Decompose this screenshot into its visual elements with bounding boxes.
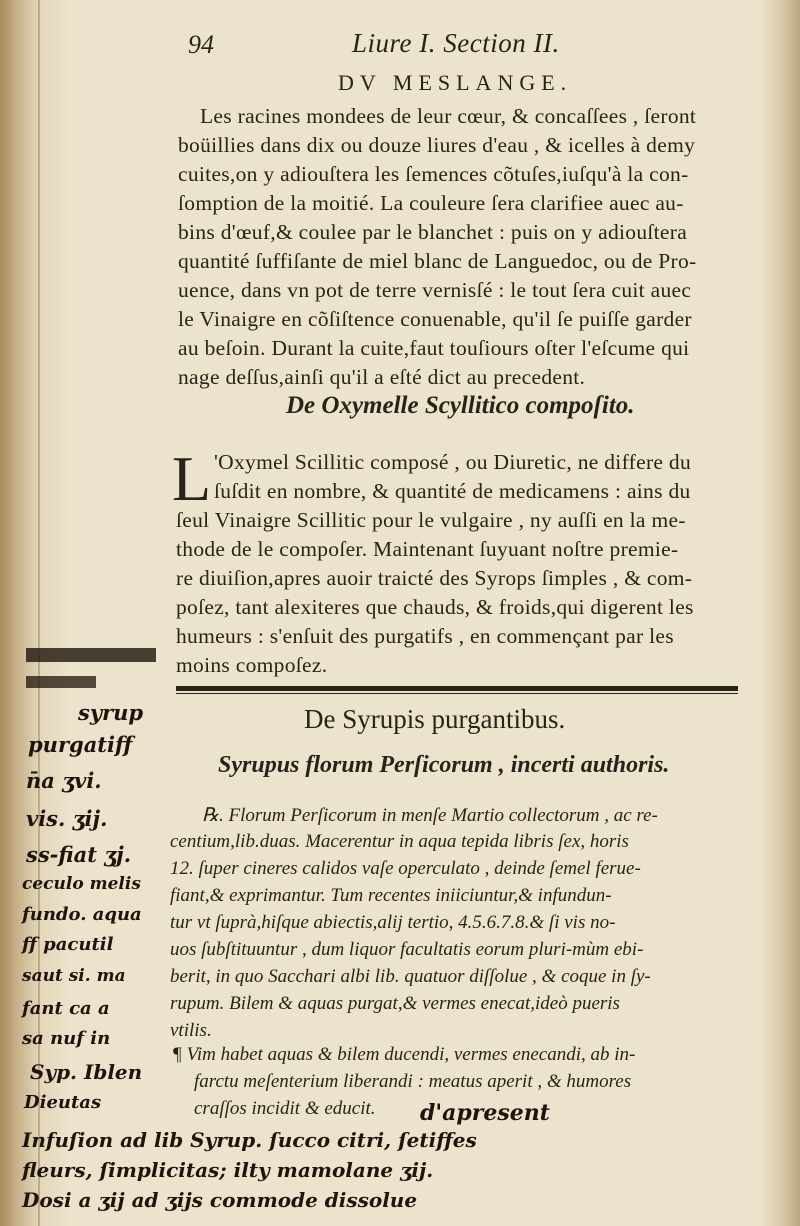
recipe-line: 12. ſuper cineres calidos vaſe operculato , deinde ſemel ferue- [170, 858, 641, 879]
running-head: Liure I. Section II. [352, 28, 560, 58]
margin-note: saut si. ma [22, 966, 126, 986]
margin-note: ss-fiat ʒj. [26, 842, 132, 867]
margin-note: syrup [78, 700, 144, 725]
ink-scribble [26, 648, 156, 662]
section-rule-thin [176, 693, 738, 694]
recipe-line: rupum. Bilem & aquas purgat,& vermes enecat,ideò pueris [170, 993, 620, 1014]
ink-scribble [26, 676, 96, 688]
drop-cap: L [172, 443, 212, 514]
virtue-line: craſſos incidit & educit. [194, 1098, 376, 1119]
para2-line: thode de le compoſer. Maintenant ſuyuant noſtre premie- [176, 537, 679, 561]
recipe-line: uos ſubſtituuntur , dum liquor facultatis eorum pluri-mùm ebi- [170, 939, 644, 960]
para1-line: au beſoin. Durant la cuite,faut touſiours oſter l'eſcume qui [178, 336, 690, 360]
recipe-line: ℞. Florum Perſicorum in menſe Martio collectorum , ac re- [202, 805, 658, 826]
para1-line: boüillies dans dix ou douze liures d'eau , & icelles à demy [178, 133, 696, 157]
para1-line: quantité ſuffiſante de miel blanc de Languedoc, ou de Pro- [178, 249, 697, 273]
heading-oxymel: De Oxymelle Scyllitico compoſito. [286, 392, 635, 419]
para1-line: ſomption de la moitié. La couleure ſera clarifiee auec au- [178, 191, 684, 215]
para2-line: 'Oxymel Scillitic composé , ou Diuretic, ne differe du [214, 450, 692, 474]
margin-note: vis. ʒij. [26, 806, 108, 831]
margin-note: ceculo melis [22, 874, 141, 894]
recipe-line: fiant,& exprimantur. Tum recentes iniiciuntur,& infundun- [170, 885, 612, 906]
bottom-note: Dosi a ʒij ad ʒijs commode dissolue [22, 1188, 418, 1212]
section-title: DV MESLANGE. [338, 70, 573, 95]
para1-line: le Vinaigre en cõſiſtence conuenable, qu'il ſe puiſſe garder [178, 307, 692, 331]
para2-line: moins compoſez. [176, 653, 328, 677]
recipe-line: tur vt ſuprà,hiſque abiectis,alij tertio, 4.5.6.7.8.& ſi vis no- [170, 912, 616, 933]
recipe-line: centium,lib.duas. Macerentur in aqua tepida libris ſex, horis [170, 831, 629, 852]
margin-note: n̄a ʒvi. [26, 768, 102, 793]
para1-line: uence, dans vn pot de terre vernisſé : le tout ſera cuit auec [178, 278, 692, 302]
para1-line: cuites,on y adiouſtera les ſemences cõtuſes,iuſqu'à la con- [178, 162, 689, 186]
section-rule [176, 686, 738, 691]
margin-note: Dieutas [24, 1092, 102, 1113]
para2-line: ſuſdit en nombre, & quantité de medicamens : ains du [214, 479, 691, 503]
para2-line: poſez, tant alexiteres que chauds, & froids,qui digerent les [176, 595, 694, 619]
margin-note: fant ca a [22, 998, 110, 1019]
para2-line: re diuiſion,apres auoir traicté des Syrops ſimples , & com- [176, 566, 693, 590]
heading-syrupis: De Syrupis purgantibus. [304, 704, 566, 734]
margin-note: Syp. Iblen [30, 1060, 143, 1084]
virtue-line: farctu meſenterium liberandi : meatus aperit , & humores [194, 1071, 632, 1092]
margin-note: sa nuf in [22, 1028, 111, 1049]
recipe-line: berit, in quo Sacchari albi lib. quatuor diſſolue , & coque in ſy- [170, 966, 651, 987]
para1-line: Les racines mondees de leur cœur, & concaſſees , ſeront [200, 104, 697, 128]
para2-line: ſeul Vinaigre Scillitic pour le vulgaire , ny auſſi en la me- [176, 508, 686, 532]
bottom-note: Infuſion ad lib Syrup. ſucco citri, ſetiffes [22, 1128, 477, 1152]
bottom-note: fleurs, ſimplicitas; ilty mamolane ʒij. [22, 1158, 434, 1182]
margin-note: fundo. aqua [22, 904, 142, 925]
page-number: 94 [188, 30, 214, 59]
margin-note: ff pacutil [22, 934, 114, 955]
para2-line: humeurs : s'enſuit des purgatifs , en commençant par les [176, 624, 674, 648]
para1-line: bins d'œuf,& coulee par le blanchet : puis on y adiouſtera [178, 220, 688, 244]
para1-line: nage deſſus,ainſi qu'il a eſté dict au precedent. [178, 365, 586, 389]
margin-note: purgatiff [28, 732, 133, 757]
subheading-syrupus: Syrupus florum Perſicorum , incerti authoris. [218, 752, 670, 778]
bottom-note: d'apresent [420, 1100, 550, 1126]
virtue-line: ¶ Vim habet aquas & bilem ducendi, vermes enecandi, ab in- [172, 1044, 636, 1065]
recipe-line: vtilis. [170, 1020, 212, 1041]
